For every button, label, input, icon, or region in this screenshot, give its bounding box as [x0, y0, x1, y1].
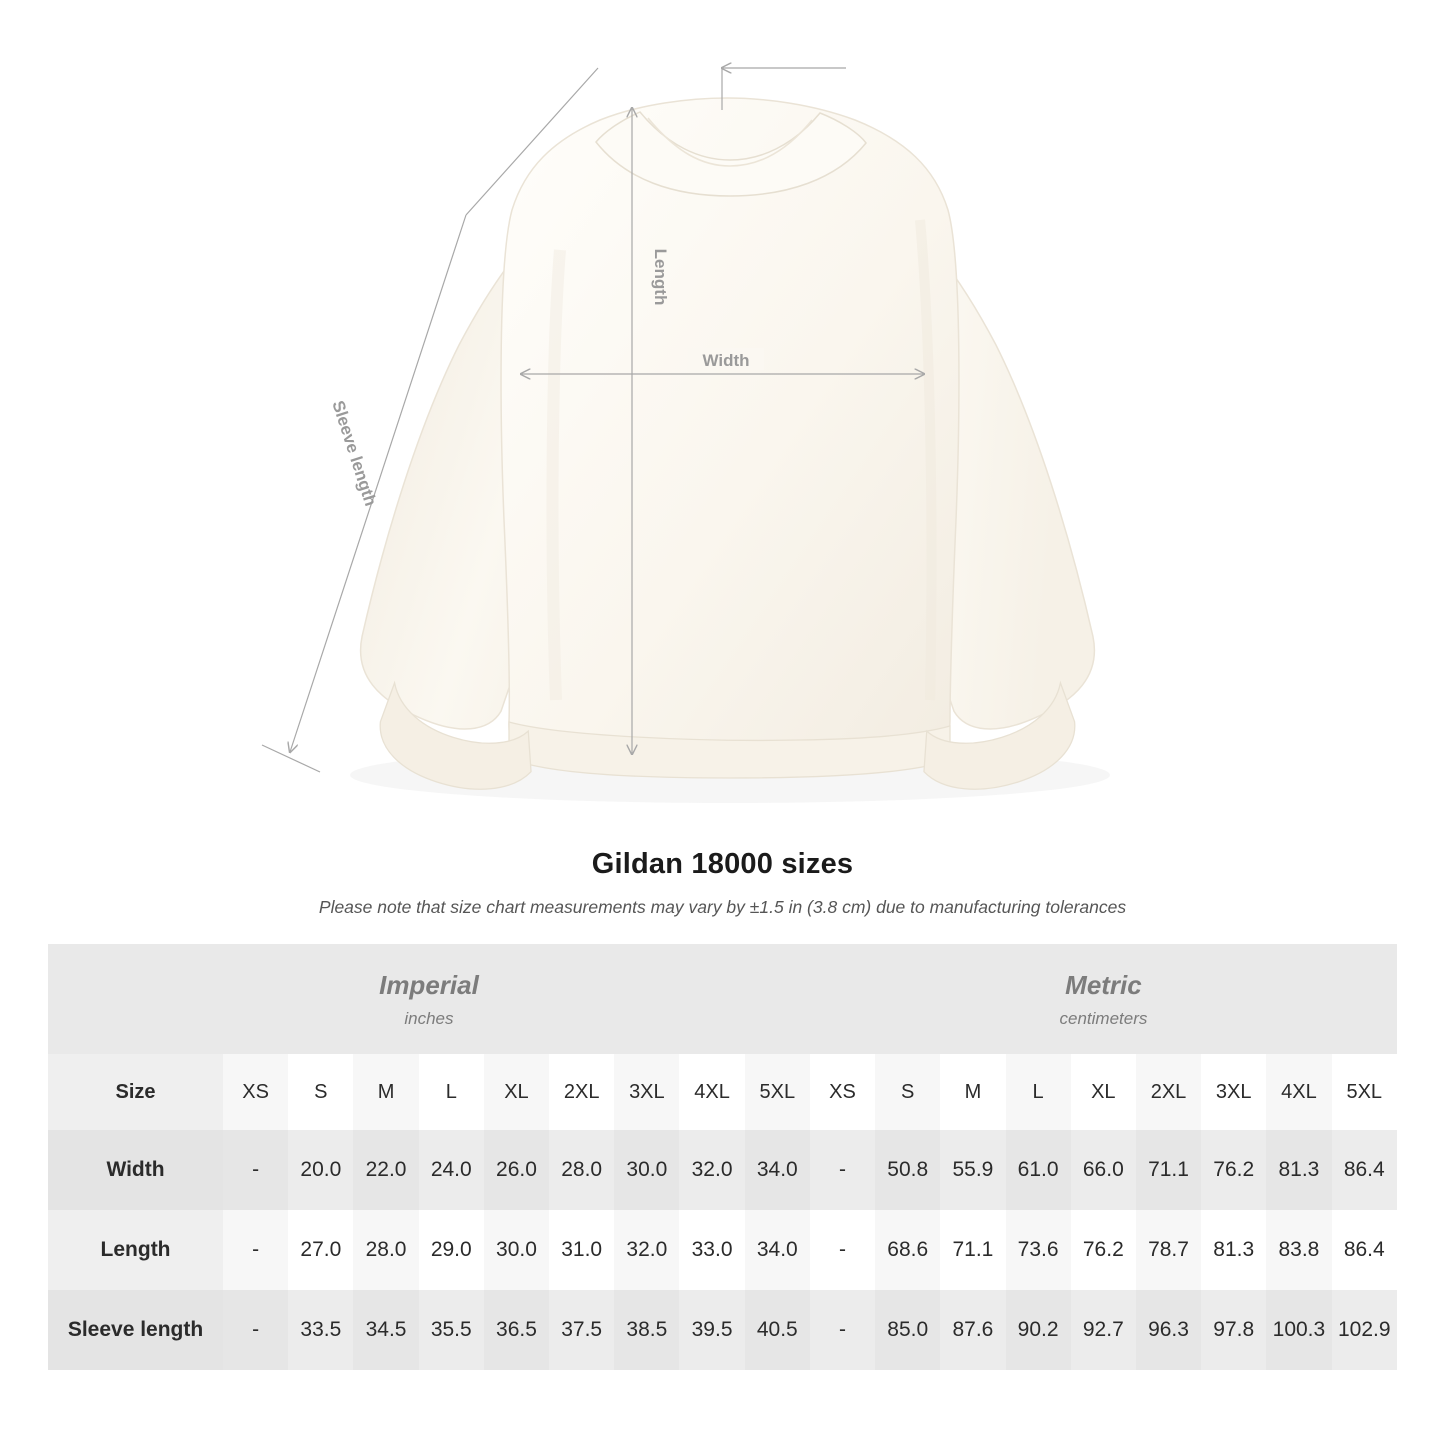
header-metric-xl: XL [1071, 1054, 1136, 1130]
cell-width-imperial-xs: - [223, 1130, 288, 1210]
header-imperial-m: M [353, 1054, 418, 1130]
header-metric-4xl: 4XL [1266, 1054, 1331, 1130]
unit-header-row [48, 944, 1397, 1054]
cell-width-metric-5xl: 86.4 [1332, 1130, 1397, 1210]
table-row-length [48, 1210, 1397, 1290]
cell-length-imperial-2xl: 31.0 [549, 1210, 614, 1290]
header-imperial-5xl: 5XL [745, 1054, 810, 1130]
cell-length-metric-m: 71.1 [940, 1210, 1005, 1290]
row-label-length: Length [48, 1210, 223, 1290]
cell-length-metric-3xl: 81.3 [1201, 1210, 1266, 1290]
cell-width-imperial-xl: 26.0 [484, 1130, 549, 1210]
cell-length-metric-5xl: 86.4 [1332, 1210, 1397, 1290]
header-imperial-s: S [288, 1054, 353, 1130]
cell-width-metric-3xl: 76.2 [1201, 1130, 1266, 1210]
cell-sleeve-imperial-xs: - [223, 1290, 288, 1370]
cell-width-imperial-l: 24.0 [419, 1130, 484, 1210]
header-imperial-l: L [419, 1054, 484, 1130]
cell-sleeve-imperial-xl: 36.5 [484, 1290, 549, 1370]
cell-sleeve-metric-s: 85.0 [875, 1290, 940, 1370]
cell-sleeve-metric-xl: 92.7 [1071, 1290, 1136, 1370]
cell-width-imperial-m: 22.0 [353, 1130, 418, 1210]
header-imperial-xl: XL [484, 1054, 549, 1130]
cell-width-metric-2xl: 71.1 [1136, 1130, 1201, 1210]
metric-unit-name: Metric [1065, 969, 1142, 1000]
cell-sleeve-imperial-3xl: 38.5 [614, 1290, 679, 1370]
cell-width-metric-l: 61.0 [1006, 1130, 1071, 1210]
cell-sleeve-imperial-l: 35.5 [419, 1290, 484, 1370]
cell-sleeve-metric-l: 90.2 [1006, 1290, 1071, 1370]
cell-width-imperial-5xl: 34.0 [745, 1130, 810, 1210]
metric-unit-cell [810, 944, 1397, 1054]
cell-sleeve-metric-3xl: 97.8 [1201, 1290, 1266, 1370]
cell-sleeve-imperial-m: 34.5 [353, 1290, 418, 1370]
title-block [0, 848, 1445, 918]
header-metric-xs: XS [810, 1054, 875, 1130]
cell-length-imperial-3xl: 32.0 [614, 1210, 679, 1290]
cell-length-imperial-xl: 30.0 [484, 1210, 549, 1290]
header-metric-s: S [875, 1054, 940, 1130]
cell-length-metric-4xl: 83.8 [1266, 1210, 1331, 1290]
cell-width-metric-xl: 66.0 [1071, 1130, 1136, 1210]
imperial-unit-sub: inches [404, 1008, 454, 1028]
sleeve-length-label: Sleeve length [328, 398, 381, 509]
cell-sleeve-imperial-4xl: 39.5 [679, 1290, 744, 1370]
cell-length-metric-s: 68.6 [875, 1210, 940, 1290]
tolerance-note: Please note that size chart measurements may vary by ±1.5 in (3.8 cm) due to manufacturing tolerances [318, 897, 1127, 917]
cell-sleeve-metric-2xl: 96.3 [1136, 1290, 1201, 1370]
cell-width-metric-xs: - [810, 1130, 875, 1210]
imperial-unit-name: Imperial [379, 969, 479, 1000]
imperial-unit-cell [48, 944, 810, 1054]
row-label-sleeve-length: Sleeve length [48, 1290, 223, 1370]
table-row-sleeve-length [48, 1290, 1397, 1370]
cell-sleeve-metric-5xl: 102.9 [1332, 1290, 1397, 1370]
header-metric-3xl: 3XL [1201, 1054, 1266, 1130]
cell-width-imperial-2xl: 28.0 [549, 1130, 614, 1210]
size-table [48, 944, 1397, 1370]
cell-length-imperial-s: 27.0 [288, 1210, 353, 1290]
header-imperial-4xl: 4XL [679, 1054, 744, 1130]
header-metric-m: M [940, 1054, 1005, 1130]
header-imperial-3xl: 3XL [614, 1054, 679, 1130]
header-metric-l: L [1006, 1054, 1071, 1130]
header-metric-2xl: 2XL [1136, 1054, 1201, 1130]
cell-length-imperial-5xl: 34.0 [745, 1210, 810, 1290]
cell-length-metric-2xl: 78.7 [1136, 1210, 1201, 1290]
cell-width-imperial-4xl: 32.0 [679, 1130, 744, 1210]
cell-length-imperial-xs: - [223, 1210, 288, 1290]
cell-length-imperial-l: 29.0 [419, 1210, 484, 1290]
cell-width-imperial-s: 20.0 [288, 1130, 353, 1210]
cell-width-imperial-3xl: 30.0 [614, 1130, 679, 1210]
cell-length-metric-xs: - [810, 1210, 875, 1290]
width-label: Width [702, 351, 750, 370]
cell-width-metric-4xl: 81.3 [1266, 1130, 1331, 1210]
metric-unit-sub: centimeters [1059, 1008, 1148, 1028]
cell-width-metric-s: 50.8 [875, 1130, 940, 1210]
cell-length-imperial-4xl: 33.0 [679, 1210, 744, 1290]
header-imperial-xs: XS [223, 1054, 288, 1130]
sweatshirt-graphic [353, 98, 1102, 795]
cell-length-metric-xl: 76.2 [1071, 1210, 1136, 1290]
length-label: Length [651, 248, 670, 306]
size-table-wrap [0, 944, 1445, 1370]
cell-length-metric-l: 73.6 [1006, 1210, 1071, 1290]
cell-sleeve-metric-m: 87.6 [940, 1290, 1005, 1370]
cell-width-metric-m: 55.9 [940, 1130, 1005, 1210]
size-header-row [48, 1054, 1397, 1130]
header-size: Size [48, 1054, 223, 1130]
table-row-width [48, 1130, 1397, 1210]
row-label-width: Width [48, 1130, 223, 1210]
cell-sleeve-metric-xs: - [810, 1290, 875, 1370]
cell-length-imperial-m: 28.0 [353, 1210, 418, 1290]
cell-sleeve-imperial-s: 33.5 [288, 1290, 353, 1370]
header-imperial-2xl: 2XL [549, 1054, 614, 1130]
header-metric-5xl: 5XL [1332, 1054, 1397, 1130]
cell-sleeve-imperial-2xl: 37.5 [549, 1290, 614, 1370]
page-title: Gildan 18000 sizes [591, 848, 854, 880]
cell-sleeve-imperial-5xl: 40.5 [745, 1290, 810, 1370]
cell-sleeve-metric-4xl: 100.3 [1266, 1290, 1331, 1370]
